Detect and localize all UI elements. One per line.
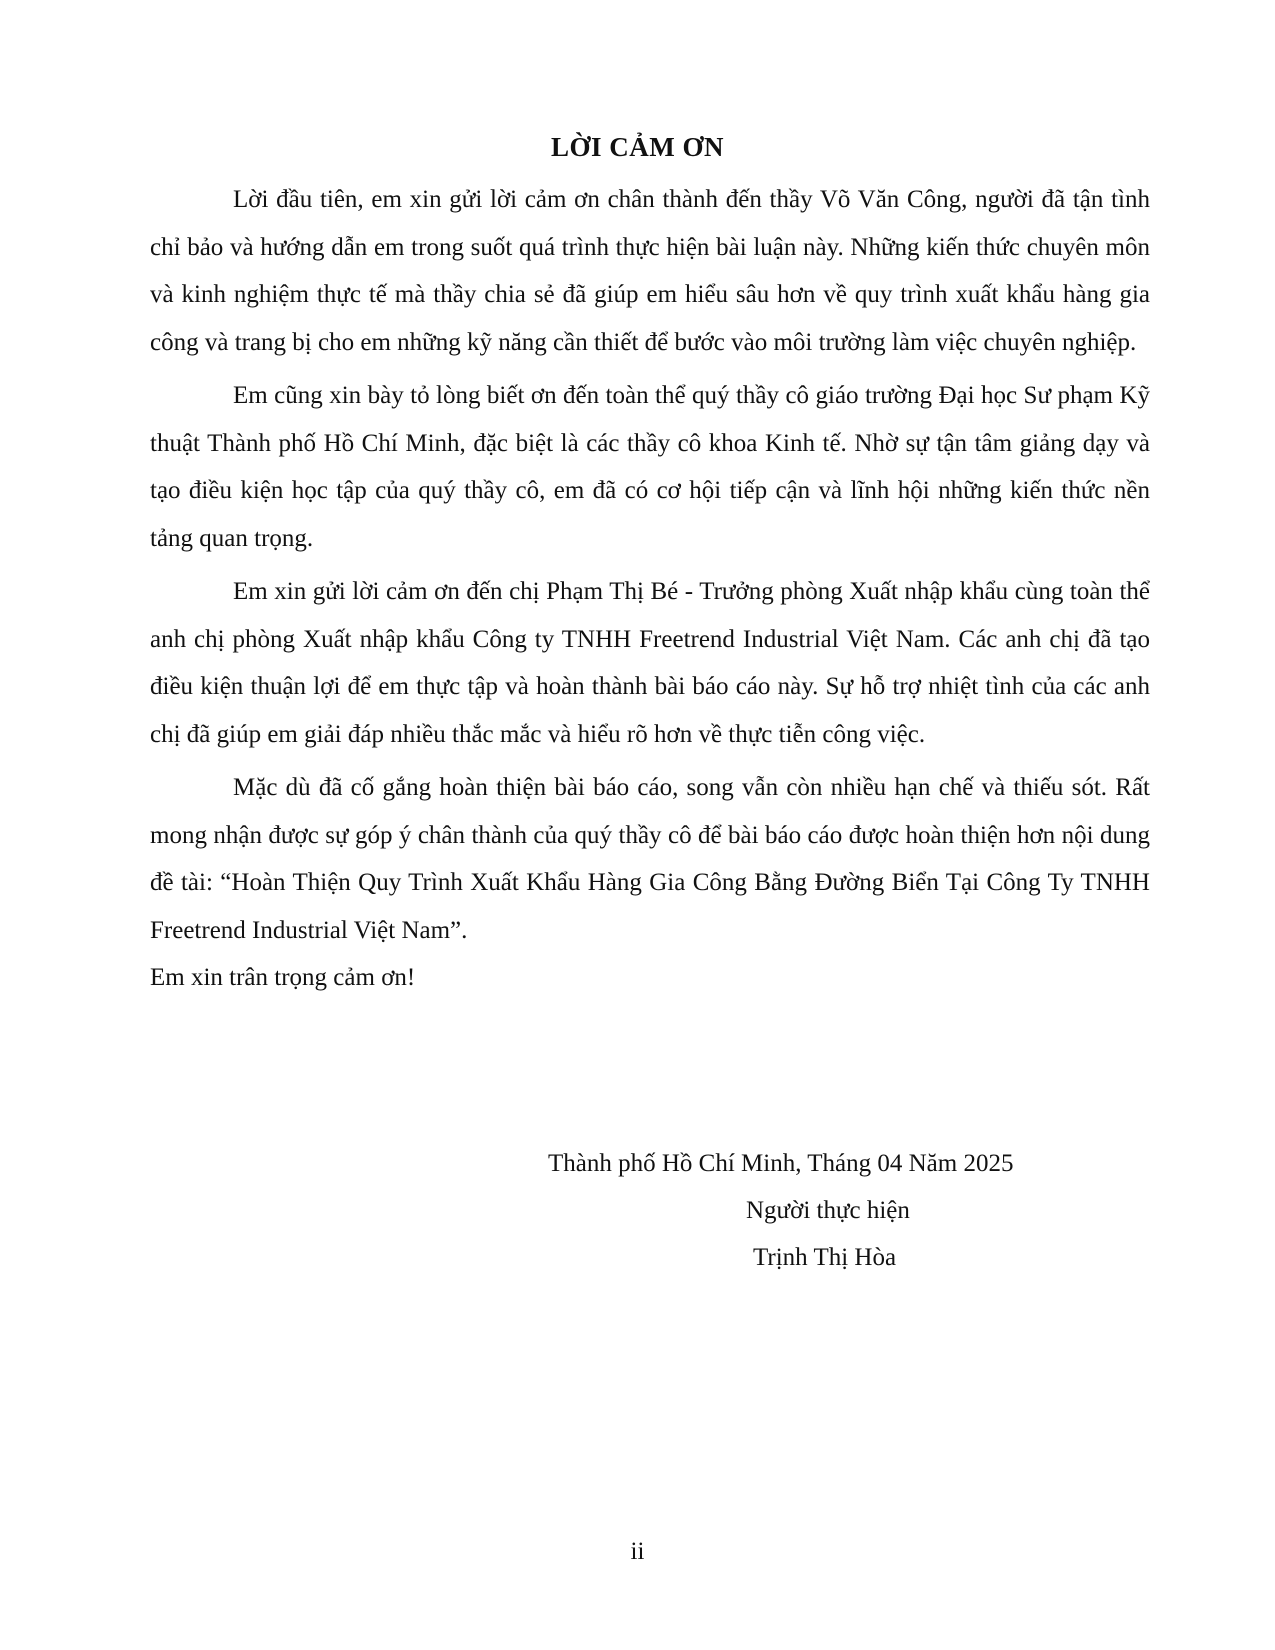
closing-line: Em xin trân trọng cảm ơn!: [150, 964, 416, 991]
paragraph-4: Mặc dù đã cố gắng hoàn thiện bài báo cáo, song vẫn còn nhiều hạn chế và thiếu sót. Rất mong nhận được sự góp ý chân thành của quý thầy cô để bài báo cáo được hoàn thiện hơn nội dung đề tài: “Hoàn Thiện Quy Trình Xuất Khẩu Hàng Gia Công Bằng Đường Biển Tại Công Ty TNHH Freetrend Industrial Việt Nam”.: [150, 774, 1150, 944]
signature-block: [548, 1140, 1108, 1281]
paragraph-3: Em xin gửi lời cảm ơn đến chị Phạm Thị Bé - Trưởng phòng Xuất nhập khẩu cùng toàn thể anh chị phòng Xuất nhập khẩu Công ty TNHH Freetrend Industrial Việt Nam. Các anh chị đã tạo điều kiện thuận lợi để em thực tập và hoàn thành bài báo cáo này. Sự hỗ trợ nhiệt tình của các anh chị đã giúp em giải đáp nhiều thắc mắc và hiểu rõ hơn về thực tiễn công việc.: [150, 578, 1150, 748]
paragraph-2: Em cũng xin bày tỏ lòng biết ơn đến toàn thể quý thầy cô giáo trường Đại học Sư phạm Kỹ thuật Thành phố Hồ Chí Minh, đặc biệt là các thầy cô khoa Kinh tế. Nhờ sự tận tâm giảng dạy và tạo điều kiện học tập của quý thầy cô, em đã có cơ hội tiếp cận và lĩnh hội những kiến thức nền tảng quan trọng.: [150, 382, 1150, 552]
signature-role: Người thực hiện: [746, 1197, 910, 1224]
signature-name: Trịnh Thị Hòa: [753, 1244, 897, 1271]
page-title: LỜI CẢM ƠN: [551, 132, 724, 162]
acknowledgement-body: [150, 176, 1150, 1008]
signature-place-date: Thành phố Hồ Chí Minh, Tháng 04 Năm 2025: [548, 1150, 1014, 1177]
page-number: ii: [630, 1538, 645, 1565]
paragraph-1: Lời đầu tiên, em xin gửi lời cảm ơn chân thành đến thầy Võ Văn Công, người đã tận tình chỉ bảo và hướng dẫn em trong suốt quá trình thực hiện bài luận này. Những kiến thức chuyên môn và kinh nghiệm thực tế mà thầy chia sẻ đã giúp em hiểu sâu hơn về quy trình xuất khẩu hàng gia công và trang bị cho em những kỹ năng cần thiết để bước vào môi trường làm việc chuyên nghiệp.: [150, 186, 1150, 356]
